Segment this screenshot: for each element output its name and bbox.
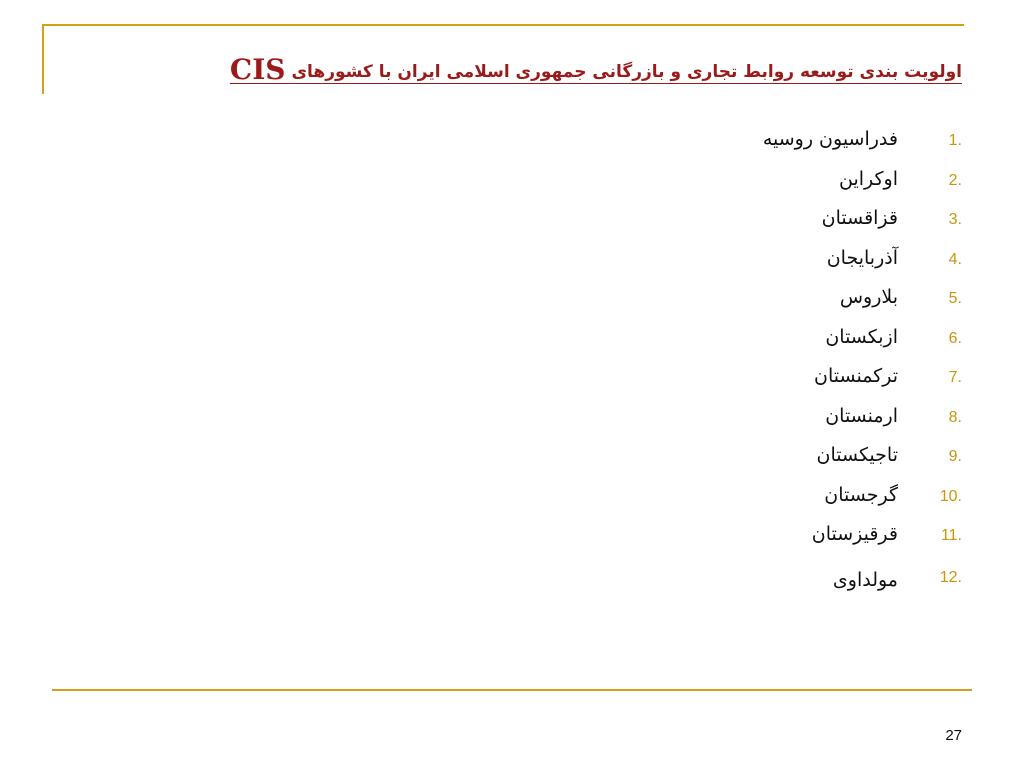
- list-item: [702, 284, 962, 324]
- list-item-number: 2.: [948, 171, 962, 189]
- slide-title: [230, 52, 962, 90]
- list-item-number: 9.: [948, 448, 962, 465]
- slide-title-cis: CIS: [229, 53, 286, 86]
- list-item-number: 6.: [948, 329, 962, 347]
- list-item-number: 5.: [948, 290, 962, 307]
- page-number: 27: [945, 727, 962, 744]
- list-item-label: گرجستان: [824, 483, 898, 506]
- list-item: [702, 245, 962, 285]
- list-item-label: مولداوی: [832, 568, 898, 591]
- list-item: [702, 205, 962, 245]
- list-item: [702, 403, 962, 443]
- list-item-number: 4.: [948, 250, 962, 268]
- list-item-label: تاجیکستان: [816, 444, 898, 466]
- footer-divider: [52, 689, 972, 691]
- list-item-number: 12.: [939, 568, 962, 586]
- left-border-line: [42, 24, 44, 94]
- list-item-label: ارمنستان: [825, 404, 898, 427]
- list-item-number: 10.: [939, 487, 962, 505]
- list-item-label: فدراسیون روسیه: [762, 128, 898, 150]
- list-item-number: 8.: [948, 408, 962, 426]
- list-item-label: آذربایجان: [826, 246, 898, 269]
- list-item-label: اوکراین: [838, 167, 898, 190]
- list-item-number: 11.: [940, 527, 962, 544]
- country-priority-list: [702, 126, 962, 600]
- list-item: [702, 166, 962, 206]
- list-item-label: بلاروس: [839, 286, 898, 308]
- list-item: [702, 561, 962, 601]
- list-item-number: 3.: [948, 211, 962, 228]
- list-item-label: قرقیزستان: [811, 523, 898, 545]
- list-item: [702, 126, 962, 166]
- list-item: [702, 521, 962, 561]
- slide-title-text: اولویت بندی توسعه روابط تجاری و بازرگانی جمهوری اسلامی ایران با کشورهای: [291, 62, 962, 82]
- list-item-number: 7.: [948, 369, 962, 386]
- list-item-number: 1.: [948, 132, 962, 149]
- list-item-label: ترکمنستان: [814, 365, 898, 387]
- list-item: [702, 482, 962, 522]
- list-item: [702, 442, 962, 482]
- list-item: [702, 324, 962, 364]
- list-item-label: ازبکستان: [825, 325, 898, 348]
- list-item-label: قزاقستان: [821, 207, 898, 229]
- top-border-line: [42, 24, 964, 26]
- list-item: [702, 363, 962, 403]
